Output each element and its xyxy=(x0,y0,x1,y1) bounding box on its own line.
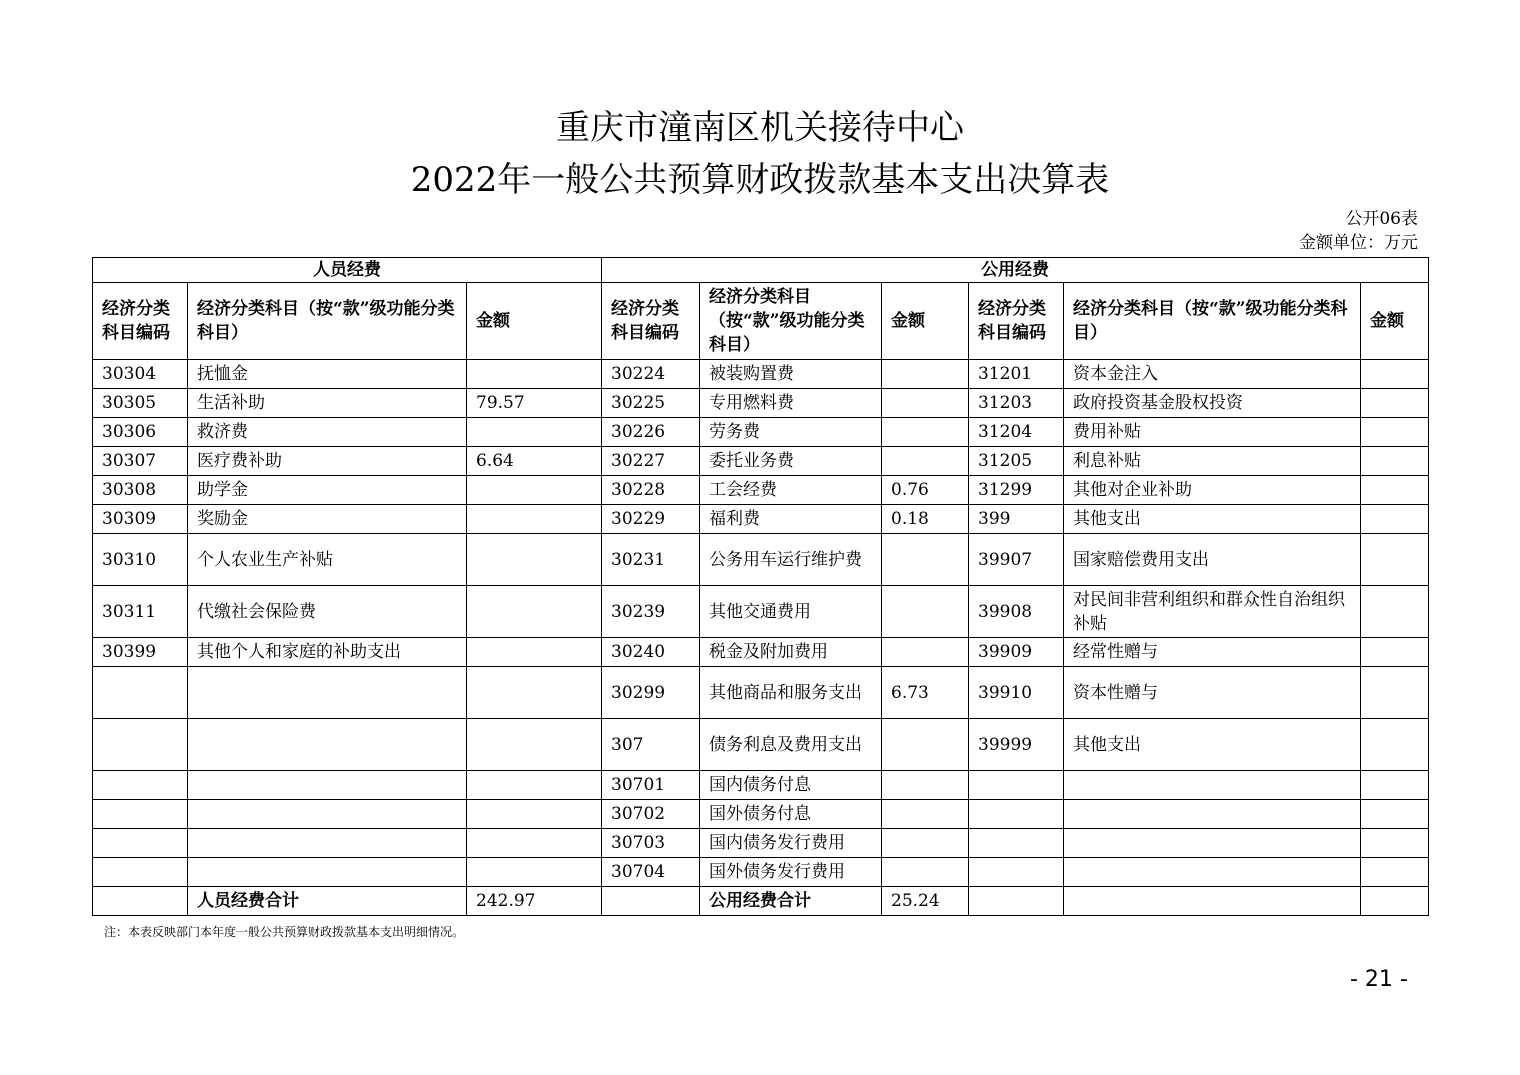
cell-subject: 生活补助 xyxy=(188,389,467,418)
cell-code: 31203 xyxy=(969,389,1064,418)
cell-amount xyxy=(1361,505,1429,534)
table-row xyxy=(93,505,1429,534)
cell-subject: 医疗费补助 xyxy=(188,447,467,476)
page-number: - 21 - xyxy=(1350,967,1408,992)
column-header-row xyxy=(93,283,1429,360)
cell-amount xyxy=(882,858,969,887)
table-row xyxy=(93,418,1429,447)
cell-code: 30299 xyxy=(602,667,700,719)
cell-amount xyxy=(882,534,969,586)
cell-empty xyxy=(1064,887,1361,916)
cell-subject: 委托业务费 xyxy=(700,447,882,476)
cell-subject: 专用燃料费 xyxy=(700,389,882,418)
cell-code: 30304 xyxy=(93,360,188,389)
group-personnel: 人员经费 xyxy=(93,258,602,283)
cell-amount xyxy=(1361,476,1429,505)
header-code: 经济分类科目编码 xyxy=(602,283,700,360)
cell-subject: 国内债务付息 xyxy=(700,771,882,800)
cell-code: 30308 xyxy=(93,476,188,505)
table-number: 公开06表 xyxy=(1345,209,1418,229)
cell-amount xyxy=(882,418,969,447)
cell-code: 30225 xyxy=(602,389,700,418)
header-subject: 经济分类科目（按“款”级功能分类科目） xyxy=(1064,283,1361,360)
table-row xyxy=(93,719,1429,771)
cell-code: 30228 xyxy=(602,476,700,505)
cell-code xyxy=(969,800,1064,829)
cell-subject: 其他交通费用 xyxy=(700,586,882,638)
header-amount: 金额 xyxy=(1361,283,1429,360)
cell-amount: 0.76 xyxy=(882,476,969,505)
cell-code: 30704 xyxy=(602,858,700,887)
cell-subject: 被装购置费 xyxy=(700,360,882,389)
cell-subject: 个人农业生产补贴 xyxy=(188,534,467,586)
cell-code: 30702 xyxy=(602,800,700,829)
cell-empty xyxy=(969,887,1064,916)
cell-code: 39910 xyxy=(969,667,1064,719)
cell-subject: 其他支出 xyxy=(1064,719,1361,771)
header-code: 经济分类科目编码 xyxy=(969,283,1064,360)
cell-subject xyxy=(1064,800,1361,829)
cell-amount xyxy=(467,800,602,829)
cell-subject: 其他对企业补助 xyxy=(1064,476,1361,505)
cell-amount xyxy=(882,771,969,800)
cell-amount xyxy=(467,418,602,447)
table-row xyxy=(93,586,1429,638)
cell-subject: 奖励金 xyxy=(188,505,467,534)
personnel-total-amount: 242.97 xyxy=(467,887,602,916)
cell-amount xyxy=(882,389,969,418)
table-row xyxy=(93,534,1429,586)
cell-subject: 救济费 xyxy=(188,418,467,447)
cell-code: 39909 xyxy=(969,638,1064,667)
header-amount: 金额 xyxy=(882,283,969,360)
cell-code: 30310 xyxy=(93,534,188,586)
cell-subject xyxy=(188,829,467,858)
cell-subject xyxy=(188,858,467,887)
cell-amount xyxy=(467,858,602,887)
cell-subject: 国家赔偿费用支出 xyxy=(1064,534,1361,586)
cell-code xyxy=(93,771,188,800)
cell-code: 30399 xyxy=(93,638,188,667)
cell-amount xyxy=(1361,586,1429,638)
cell-code: 30703 xyxy=(602,829,700,858)
cell-subject: 对民间非营利组织和群众性自治组织补贴 xyxy=(1064,586,1361,638)
cell-amount: 0.18 xyxy=(882,505,969,534)
cell-amount xyxy=(467,667,602,719)
cell-subject: 政府投资基金股权投资 xyxy=(1064,389,1361,418)
cell-subject: 经常性赠与 xyxy=(1064,638,1361,667)
page-title: 重庆市潼南区机关接待中心 xyxy=(556,108,964,148)
header-code: 经济分类科目编码 xyxy=(93,283,188,360)
cell-code: 39908 xyxy=(969,586,1064,638)
group-public: 公用经费 xyxy=(602,258,1429,283)
table-row xyxy=(93,829,1429,858)
header-amount: 金额 xyxy=(467,283,602,360)
table-row xyxy=(93,638,1429,667)
cell-code: 30309 xyxy=(93,505,188,534)
table-row xyxy=(93,389,1429,418)
group-header-row xyxy=(93,258,1429,283)
cell-amount xyxy=(1361,389,1429,418)
cell-code: 39999 xyxy=(969,719,1064,771)
cell-subject: 资本金注入 xyxy=(1064,360,1361,389)
cell-amount xyxy=(1361,667,1429,719)
cell-code xyxy=(93,858,188,887)
cell-amount xyxy=(1361,360,1429,389)
cell-code xyxy=(93,667,188,719)
cell-subject: 国外债务付息 xyxy=(700,800,882,829)
cell-amount xyxy=(467,505,602,534)
cell-code: 30311 xyxy=(93,586,188,638)
cell-code: 30227 xyxy=(602,447,700,476)
footnote: 注：本表反映部门本年度一般公共预算财政拨款基本支出明细情况。 xyxy=(104,925,465,939)
cell-amount xyxy=(467,586,602,638)
cell-subject: 其他个人和家庭的补助支出 xyxy=(188,638,467,667)
cell-amount xyxy=(882,360,969,389)
cell-code: 30305 xyxy=(93,389,188,418)
cell-code: 30226 xyxy=(602,418,700,447)
cell-subject xyxy=(188,719,467,771)
cell-amount xyxy=(882,719,969,771)
cell-amount xyxy=(467,476,602,505)
cell-amount: 79.57 xyxy=(467,389,602,418)
cell-code: 30307 xyxy=(93,447,188,476)
cell-code: 30239 xyxy=(602,586,700,638)
cell-subject: 税金及附加费用 xyxy=(700,638,882,667)
cell-code: 399 xyxy=(969,505,1064,534)
cell-subject: 其他商品和服务支出 xyxy=(700,667,882,719)
cell-subject xyxy=(188,800,467,829)
table-row xyxy=(93,360,1429,389)
cell-amount xyxy=(882,638,969,667)
cell-subject: 助学金 xyxy=(188,476,467,505)
table-row xyxy=(93,667,1429,719)
cell-code: 31205 xyxy=(969,447,1064,476)
cell-subject: 利息补贴 xyxy=(1064,447,1361,476)
cell-code xyxy=(969,829,1064,858)
cell-amount xyxy=(1361,719,1429,771)
cell-code: 30229 xyxy=(602,505,700,534)
header-subject: 经济分类科目（按“款”级功能分类科目） xyxy=(188,283,467,360)
cell-subject: 代缴社会保险费 xyxy=(188,586,467,638)
table-row xyxy=(93,447,1429,476)
cell-amount xyxy=(1361,638,1429,667)
cell-code xyxy=(93,719,188,771)
cell-amount xyxy=(1361,858,1429,887)
cell-subject xyxy=(188,667,467,719)
cell-subject: 公务用车运行维护费 xyxy=(700,534,882,586)
cell-code: 30224 xyxy=(602,360,700,389)
cell-amount xyxy=(1361,447,1429,476)
cell-amount xyxy=(882,829,969,858)
cell-amount xyxy=(882,800,969,829)
cell-subject: 抚恤金 xyxy=(188,360,467,389)
cell-amount xyxy=(1361,534,1429,586)
header-subject: 经济分类科目（按“款”级功能分类科目） xyxy=(700,283,882,360)
cell-subject: 国内债务发行费用 xyxy=(700,829,882,858)
cell-code: 30306 xyxy=(93,418,188,447)
cell-code: 39907 xyxy=(969,534,1064,586)
cell-subject: 劳务费 xyxy=(700,418,882,447)
cell-amount xyxy=(882,447,969,476)
cell-code: 30240 xyxy=(602,638,700,667)
cell-code xyxy=(93,829,188,858)
cell-subject: 债务利息及费用支出 xyxy=(700,719,882,771)
cell-subject xyxy=(188,771,467,800)
cell-amount xyxy=(1361,771,1429,800)
cell-amount xyxy=(882,586,969,638)
table-row xyxy=(93,800,1429,829)
cell-code: 31299 xyxy=(969,476,1064,505)
cell-subject xyxy=(1064,829,1361,858)
page-subtitle: 2022年一般公共预算财政拨款基本支出决算表 xyxy=(410,160,1110,200)
cell-amount xyxy=(467,638,602,667)
table-row xyxy=(93,771,1429,800)
cell-empty xyxy=(1361,887,1429,916)
cell-empty xyxy=(602,887,700,916)
public-total-amount: 25.24 xyxy=(882,887,969,916)
expenditure-table xyxy=(92,257,1429,916)
cell-amount xyxy=(1361,800,1429,829)
cell-amount xyxy=(467,719,602,771)
cell-amount xyxy=(467,771,602,800)
cell-subject: 资本性赠与 xyxy=(1064,667,1361,719)
cell-subject: 工会经费 xyxy=(700,476,882,505)
cell-amount: 6.64 xyxy=(467,447,602,476)
totals-row xyxy=(93,887,1429,916)
cell-code xyxy=(93,800,188,829)
cell-empty xyxy=(93,887,188,916)
cell-amount xyxy=(1361,418,1429,447)
cell-subject: 其他支出 xyxy=(1064,505,1361,534)
cell-amount xyxy=(1361,829,1429,858)
table-row xyxy=(93,476,1429,505)
personnel-total-label: 人员经费合计 xyxy=(188,887,467,916)
cell-subject: 福利费 xyxy=(700,505,882,534)
table-row xyxy=(93,858,1429,887)
cell-code: 31204 xyxy=(969,418,1064,447)
unit-label: 金额单位：万元 xyxy=(1299,233,1418,253)
public-total-label: 公用经费合计 xyxy=(700,887,882,916)
cell-subject: 费用补贴 xyxy=(1064,418,1361,447)
cell-code xyxy=(969,771,1064,800)
cell-code: 30701 xyxy=(602,771,700,800)
cell-code: 307 xyxy=(602,719,700,771)
cell-amount xyxy=(467,829,602,858)
cell-code xyxy=(969,858,1064,887)
cell-amount: 6.73 xyxy=(882,667,969,719)
cell-subject xyxy=(1064,858,1361,887)
cell-code: 31201 xyxy=(969,360,1064,389)
cell-amount xyxy=(467,360,602,389)
cell-amount xyxy=(467,534,602,586)
cell-subject xyxy=(1064,771,1361,800)
cell-subject: 国外债务发行费用 xyxy=(700,858,882,887)
cell-code: 30231 xyxy=(602,534,700,586)
